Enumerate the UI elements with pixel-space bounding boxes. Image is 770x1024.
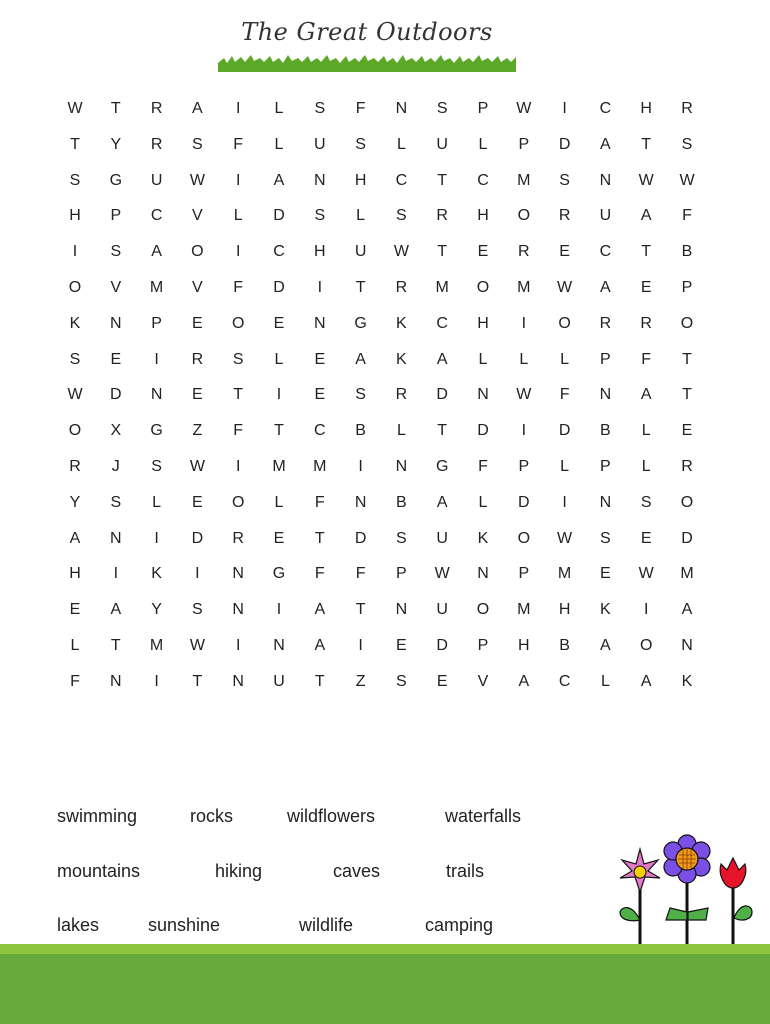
grid-letter[interactable]: A xyxy=(192,100,203,117)
grid-letter[interactable]: D xyxy=(354,529,367,547)
grid-letter[interactable]: I xyxy=(195,565,200,583)
grid-letter[interactable]: E xyxy=(69,601,81,619)
grid-letter[interactable]: M xyxy=(517,279,531,296)
grid-letter[interactable]: C xyxy=(477,171,489,189)
word-item: waterfalls xyxy=(445,806,522,826)
grid-letter[interactable]: U xyxy=(436,529,448,547)
grid-letter[interactable]: N xyxy=(681,637,693,654)
grid-letter[interactable]: C xyxy=(558,672,571,690)
grid-letter[interactable]: O xyxy=(231,493,245,511)
grid-letter[interactable]: P xyxy=(477,637,489,654)
grid-letter[interactable]: A xyxy=(518,672,530,690)
grid-letter[interactable]: N xyxy=(599,171,612,189)
grid-letter[interactable]: N xyxy=(395,100,408,117)
grid-letter[interactable]: T xyxy=(274,422,284,440)
grid-letter[interactable]: K xyxy=(396,350,407,368)
grid-letter[interactable]: L xyxy=(478,135,488,153)
grid-letter[interactable]: I xyxy=(72,243,78,261)
grid-letter[interactable]: E xyxy=(273,529,285,547)
grid-letter[interactable]: E xyxy=(559,243,570,261)
grid-letter[interactable]: U xyxy=(436,135,448,153)
grid-letter[interactable]: Z xyxy=(355,672,366,690)
grid-letter[interactable]: N xyxy=(477,565,489,583)
grid-letter[interactable]: G xyxy=(435,458,449,475)
grid-letter[interactable]: A xyxy=(600,135,611,153)
grid-letter[interactable]: I xyxy=(154,529,159,547)
grid-letter[interactable]: M xyxy=(517,601,531,619)
puzzle-title: The Great Outdoors xyxy=(241,18,493,46)
grid-letter[interactable]: H xyxy=(640,100,652,117)
grid-letter[interactable]: U xyxy=(273,672,285,690)
grid-letter[interactable]: D xyxy=(273,207,285,225)
grid-letter[interactable]: S xyxy=(69,171,81,189)
word-item: wildflowers xyxy=(287,806,376,826)
grid-letter[interactable]: E xyxy=(681,422,693,440)
grid-letter[interactable]: U xyxy=(436,601,448,619)
grid-letter[interactable]: I xyxy=(521,314,527,332)
grid-letter[interactable]: F xyxy=(233,422,244,440)
grid-letter[interactable]: F xyxy=(682,207,692,225)
grid-letter[interactable]: B xyxy=(396,493,407,511)
grid-letter[interactable]: S xyxy=(314,207,326,225)
grid-letter[interactable]: F xyxy=(355,565,366,583)
grid-letter[interactable]: I xyxy=(562,493,567,511)
grid-letter[interactable]: L xyxy=(274,350,284,368)
grid-letter[interactable]: S xyxy=(559,171,570,189)
grid-letter[interactable]: O xyxy=(476,279,490,296)
grid-letter[interactable]: N xyxy=(232,565,244,583)
grid-letter[interactable]: L xyxy=(641,422,651,440)
grid-letter[interactable]: A xyxy=(640,386,652,404)
grid-letter[interactable]: T xyxy=(192,672,203,690)
grid-letter[interactable]: I xyxy=(358,458,363,475)
grid-letter[interactable]: F xyxy=(559,386,570,404)
grid-letter[interactable]: D xyxy=(436,386,448,404)
grid-letter[interactable]: T xyxy=(110,637,121,654)
grid-letter[interactable]: Y xyxy=(151,601,162,619)
grid-letter[interactable]: T xyxy=(314,672,325,690)
word-item: caves xyxy=(333,861,381,881)
grid-letter[interactable]: H xyxy=(354,171,367,189)
grid-letter[interactable]: I xyxy=(358,637,363,654)
grid-letter[interactable]: O xyxy=(639,637,653,654)
grid-letter[interactable]: S xyxy=(232,350,244,368)
grid-letter[interactable]: I xyxy=(276,386,282,404)
grid-letter[interactable]: C xyxy=(273,243,285,261)
grid-letter[interactable]: J xyxy=(111,458,120,475)
grid-letter[interactable]: F xyxy=(70,672,80,690)
grid-letter[interactable]: N xyxy=(314,171,326,189)
grid-letter[interactable]: P xyxy=(151,314,162,332)
grid-letter[interactable]: M xyxy=(272,458,286,475)
word-item: camping xyxy=(425,915,494,935)
grid-letter[interactable]: E xyxy=(396,637,407,654)
grid-letter[interactable]: O xyxy=(680,493,694,511)
grid-letter[interactable]: E xyxy=(192,493,203,511)
grid-letter[interactable]: P xyxy=(600,458,611,475)
grid-letter[interactable]: T xyxy=(437,171,448,189)
grid-letter[interactable]: L xyxy=(233,207,243,225)
grid-letter[interactable]: P xyxy=(518,565,530,583)
grid-letter[interactable]: I xyxy=(562,100,567,117)
grid-letter[interactable]: O xyxy=(191,243,204,261)
grid-letter[interactable]: O xyxy=(558,314,571,332)
grid-letter[interactable]: I xyxy=(521,422,527,440)
grid-letter[interactable]: M xyxy=(313,458,327,475)
grid-letter[interactable]: E xyxy=(110,350,122,368)
grid-letter[interactable]: P xyxy=(110,207,122,225)
grid-letter[interactable]: R xyxy=(395,279,408,296)
grid-letter[interactable]: H xyxy=(477,207,489,225)
word-item: wildlife xyxy=(299,915,354,935)
grid-letter[interactable]: H xyxy=(314,243,326,261)
grid-letter[interactable]: W xyxy=(189,171,205,189)
grid-letter[interactable]: W xyxy=(393,243,409,261)
grid-letter[interactable]: S xyxy=(314,100,326,117)
grid-letter[interactable]: A xyxy=(436,493,448,511)
grid-letter[interactable]: I xyxy=(643,601,649,619)
grid-letter[interactable]: D xyxy=(191,529,204,547)
grid-letter[interactable]: N xyxy=(477,386,489,404)
grid-letter[interactable]: S xyxy=(600,529,611,547)
grid-letter[interactable]: A xyxy=(355,350,366,368)
grid-letter[interactable]: I xyxy=(154,350,159,368)
grid-letter[interactable]: H xyxy=(477,314,489,332)
grid-letter[interactable]: R xyxy=(558,207,571,225)
grid-letter[interactable]: G xyxy=(150,422,163,440)
grid-letter[interactable]: S xyxy=(355,386,366,404)
grid-letter[interactable]: R xyxy=(232,529,244,547)
grid-letter[interactable]: U xyxy=(150,171,163,189)
grid-letter[interactable]: L xyxy=(152,493,162,511)
grid-letter[interactable]: H xyxy=(518,637,530,654)
grid-letter[interactable]: L xyxy=(274,493,284,511)
grid-letter[interactable]: O xyxy=(476,601,490,619)
grid-letter[interactable]: W xyxy=(67,386,83,404)
grid-letter[interactable]: R xyxy=(191,350,204,368)
grid-letter[interactable]: C xyxy=(599,243,612,261)
grid-letter[interactable]: D xyxy=(558,135,571,153)
grid-letter[interactable]: D xyxy=(273,279,285,296)
grid-letter[interactable]: M xyxy=(557,565,572,583)
grid-letter[interactable]: H xyxy=(558,601,571,619)
grid-letter[interactable]: D xyxy=(110,386,122,404)
grid-letter[interactable]: P xyxy=(681,279,693,296)
grid-letter[interactable]: L xyxy=(478,493,488,511)
grid-letter[interactable]: N xyxy=(110,672,122,690)
grid-letter[interactable]: O xyxy=(231,314,245,332)
grid-letter[interactable]: Y xyxy=(69,493,81,511)
grid-letter[interactable]: O xyxy=(680,314,694,332)
grid-letter[interactable]: P xyxy=(518,458,530,475)
grid-letter[interactable]: Z xyxy=(192,422,203,440)
grid-letter[interactable]: I xyxy=(154,672,159,690)
grid-letter[interactable]: A xyxy=(681,601,693,619)
grid-letter[interactable]: G xyxy=(109,171,123,189)
grid-letter[interactable]: D xyxy=(518,493,530,511)
grid-letter[interactable]: F xyxy=(355,100,366,117)
grid-letter[interactable]: R xyxy=(395,386,408,404)
grid-letter[interactable]: E xyxy=(192,386,203,404)
grid-letter[interactable]: W xyxy=(516,100,532,117)
grid-letter[interactable]: A xyxy=(640,207,652,225)
grid-letter[interactable]: N xyxy=(232,601,244,619)
grid-letter[interactable]: M xyxy=(517,171,531,189)
grid-letter[interactable]: R xyxy=(436,207,448,225)
grid-letter[interactable]: O xyxy=(68,279,82,296)
grid-letter[interactable]: S xyxy=(436,100,448,117)
flowers-illustration-icon xyxy=(608,828,758,950)
grid-letter[interactable]: M xyxy=(149,637,164,654)
grid-letter[interactable]: S xyxy=(69,350,81,368)
grid-letter[interactable]: E xyxy=(273,314,285,332)
grid-letter[interactable]: L xyxy=(560,458,570,475)
grid-letter[interactable]: N xyxy=(354,493,367,511)
grid-letter[interactable]: L xyxy=(396,135,406,153)
grid-letter[interactable]: T xyxy=(641,135,652,153)
grid-letter[interactable]: C xyxy=(150,207,163,225)
grid-letter[interactable]: L xyxy=(641,458,651,475)
grid-letter[interactable]: N xyxy=(273,637,285,654)
grid-letter[interactable]: P xyxy=(518,135,530,153)
grid-letter[interactable]: O xyxy=(517,529,531,547)
grid-letter[interactable]: W xyxy=(67,100,83,117)
grid-letter[interactable]: T xyxy=(233,386,244,404)
grid-letter[interactable]: V xyxy=(110,279,122,296)
grid-letter[interactable]: P xyxy=(600,350,611,368)
grid-letter[interactable]: C xyxy=(314,422,326,440)
grid-letter[interactable]: A xyxy=(600,637,611,654)
word-item: mountains xyxy=(57,861,141,881)
grid-letter[interactable]: O xyxy=(68,422,82,440)
grid-letter[interactable]: A xyxy=(314,601,326,619)
grid-letter[interactable]: S xyxy=(640,493,652,511)
grid-letter[interactable]: E xyxy=(600,565,611,583)
grid-letter[interactable]: L xyxy=(478,350,488,368)
grid-letter[interactable]: M xyxy=(149,279,164,296)
grid-letter[interactable]: G xyxy=(354,314,367,332)
grid-letter[interactable]: S xyxy=(192,135,203,153)
grid-letter[interactable]: T xyxy=(682,350,692,368)
grid-letter[interactable]: B xyxy=(559,637,570,654)
grid-letter[interactable]: A xyxy=(640,672,652,690)
grid-letter[interactable]: N xyxy=(599,386,612,404)
grid-letter[interactable]: U xyxy=(354,243,367,261)
grid-letter[interactable]: L xyxy=(274,100,284,117)
grid-letter[interactable]: W xyxy=(638,565,654,583)
grid-letter[interactable]: I xyxy=(235,458,241,475)
grid-letter[interactable]: E xyxy=(477,243,489,261)
grid-letter[interactable]: B xyxy=(681,243,693,261)
grid-letter[interactable]: C xyxy=(436,314,448,332)
grid-letter[interactable]: R xyxy=(681,458,693,475)
grid-letter[interactable]: A xyxy=(110,601,122,619)
grid-letter[interactable]: S xyxy=(151,458,162,475)
grid-letter[interactable]: K xyxy=(396,314,407,332)
grid-letter[interactable]: T xyxy=(314,529,325,547)
ground-grass-icon xyxy=(0,944,770,1024)
grid-letter[interactable]: S xyxy=(396,529,407,547)
grid-letter[interactable]: R xyxy=(681,100,693,117)
grid-letter[interactable]: A xyxy=(314,637,326,654)
word-item: swimming xyxy=(57,806,138,826)
grid-letter[interactable]: C xyxy=(599,100,612,117)
grid-letter[interactable]: H xyxy=(69,207,81,225)
grid-letter[interactable]: G xyxy=(272,565,286,583)
grid-letter[interactable]: B xyxy=(600,422,611,440)
grid-letter[interactable]: I xyxy=(235,100,241,117)
grid-letter[interactable]: N xyxy=(314,314,326,332)
grid-letter[interactable]: N xyxy=(395,601,408,619)
grid-letter[interactable]: E xyxy=(640,529,652,547)
grid-letter[interactable]: I xyxy=(235,243,241,261)
grid-letter[interactable]: D xyxy=(558,422,571,440)
grid-letter[interactable]: N xyxy=(150,386,163,404)
grid-letter[interactable]: W xyxy=(638,171,654,189)
grid-letter[interactable]: R xyxy=(518,243,530,261)
grid-letter[interactable]: L xyxy=(560,350,570,368)
grid-letter[interactable]: R xyxy=(640,314,652,332)
grid-letter[interactable]: I xyxy=(276,601,282,619)
grid-letter[interactable]: M xyxy=(680,565,694,583)
grid-letter[interactable]: L xyxy=(70,637,80,654)
grid-letter[interactable]: S xyxy=(110,243,122,261)
grid-letter[interactable]: L xyxy=(600,672,610,690)
grid-letter[interactable]: W xyxy=(557,279,573,296)
grid-letter[interactable]: K xyxy=(681,672,693,690)
grid-letter[interactable]: P xyxy=(396,565,407,583)
grid-letter[interactable]: I xyxy=(235,637,241,654)
grid-letter[interactable]: W xyxy=(189,637,205,654)
grid-letter[interactable]: F xyxy=(233,279,244,296)
grid-letter[interactable]: W xyxy=(189,458,205,475)
grid-letter[interactable]: H xyxy=(69,565,81,583)
word-item: hiking xyxy=(215,861,263,881)
grid-letter[interactable]: W xyxy=(516,386,532,404)
word-item: trails xyxy=(446,861,485,881)
grid-letter[interactable]: T xyxy=(641,243,652,261)
grid-letter[interactable]: N xyxy=(110,529,122,547)
grid-letter[interactable]: T xyxy=(437,243,448,261)
grid-letter[interactable]: E xyxy=(192,314,203,332)
grid-letter[interactable]: T xyxy=(70,135,80,153)
grid-letter[interactable]: E xyxy=(314,350,326,368)
grid-letter[interactable]: K xyxy=(600,601,611,619)
grid-letter[interactable]: K xyxy=(151,565,162,583)
grid-letter[interactable]: V xyxy=(192,207,203,225)
grid-letter[interactable]: S xyxy=(192,601,203,619)
grid-letter[interactable]: M xyxy=(435,279,449,296)
grid-letter[interactable]: B xyxy=(355,422,366,440)
grid-letter[interactable]: W xyxy=(434,565,450,583)
grid-letter[interactable]: D xyxy=(436,637,448,654)
grid-letter[interactable]: P xyxy=(477,100,489,117)
grid-letter[interactable]: C xyxy=(395,171,408,189)
grid-letter[interactable]: L xyxy=(519,350,529,368)
grid-letter[interactable]: S xyxy=(355,135,366,153)
grid-letter[interactable]: F xyxy=(478,458,488,475)
grid-letter[interactable]: T xyxy=(355,601,366,619)
grid-letter[interactable]: A xyxy=(600,279,611,296)
grid-letter[interactable]: D xyxy=(681,529,693,547)
grid-letter[interactable]: F xyxy=(233,135,244,153)
grid-letter[interactable]: O xyxy=(517,207,531,225)
grid-letter[interactable]: U xyxy=(314,135,326,153)
word-item: lakes xyxy=(57,915,100,935)
grid-letter[interactable]: F xyxy=(314,493,325,511)
grid-letter[interactable]: E xyxy=(314,386,326,404)
word-item: rocks xyxy=(190,806,234,826)
grid-letter[interactable]: W xyxy=(679,171,695,189)
grid-letter[interactable]: L xyxy=(396,422,406,440)
grid-letter[interactable]: N xyxy=(599,493,612,511)
grid-letter[interactable]: S xyxy=(396,672,407,690)
grid-letter[interactable]: T xyxy=(110,100,121,117)
grid-letter[interactable]: N xyxy=(232,672,244,690)
grid-letter[interactable]: V xyxy=(192,279,203,296)
grid-letter[interactable]: K xyxy=(477,529,489,547)
grid-letter[interactable]: R xyxy=(599,314,612,332)
grid-letter[interactable]: I xyxy=(317,279,323,296)
grid-letter[interactable]: E xyxy=(436,672,448,690)
grid-letter[interactable]: F xyxy=(641,350,652,368)
grid-letter[interactable]: I xyxy=(113,565,119,583)
grid-letter[interactable]: E xyxy=(640,279,652,296)
grid-letter[interactable]: N xyxy=(395,458,408,475)
grid-letter[interactable]: Y xyxy=(110,135,122,153)
grid-letter[interactable]: L xyxy=(356,207,366,225)
grid-letter[interactable]: A xyxy=(69,529,81,547)
grid-letter[interactable]: N xyxy=(110,314,122,332)
grid-letter[interactable]: A xyxy=(436,350,448,368)
grid-letter[interactable]: S xyxy=(110,493,122,511)
grid-letter[interactable]: T xyxy=(437,422,448,440)
word-item: sunshine xyxy=(148,915,221,935)
grid-letter[interactable]: W xyxy=(557,529,573,547)
grid-letter[interactable]: A xyxy=(273,171,285,189)
grid-letter[interactable]: K xyxy=(69,314,81,332)
grid-letter[interactable]: A xyxy=(151,243,162,261)
grid-letter[interactable]: S xyxy=(681,135,693,153)
grid-letter[interactable]: I xyxy=(235,171,241,189)
grid-letter[interactable]: R xyxy=(69,458,81,475)
grid-letter[interactable]: R xyxy=(150,100,163,117)
grid-letter[interactable]: L xyxy=(274,135,284,153)
grid-letter[interactable]: S xyxy=(396,207,407,225)
grid-letter[interactable]: U xyxy=(599,207,612,225)
grid-letter[interactable]: X xyxy=(110,422,122,440)
grid-letter[interactable]: R xyxy=(150,135,163,153)
grid-letter[interactable]: D xyxy=(477,422,489,440)
grid-letter[interactable]: F xyxy=(314,565,325,583)
grid-letter[interactable]: T xyxy=(355,279,366,296)
grid-letter[interactable]: V xyxy=(477,672,489,690)
grid-letter[interactable]: T xyxy=(682,386,692,404)
